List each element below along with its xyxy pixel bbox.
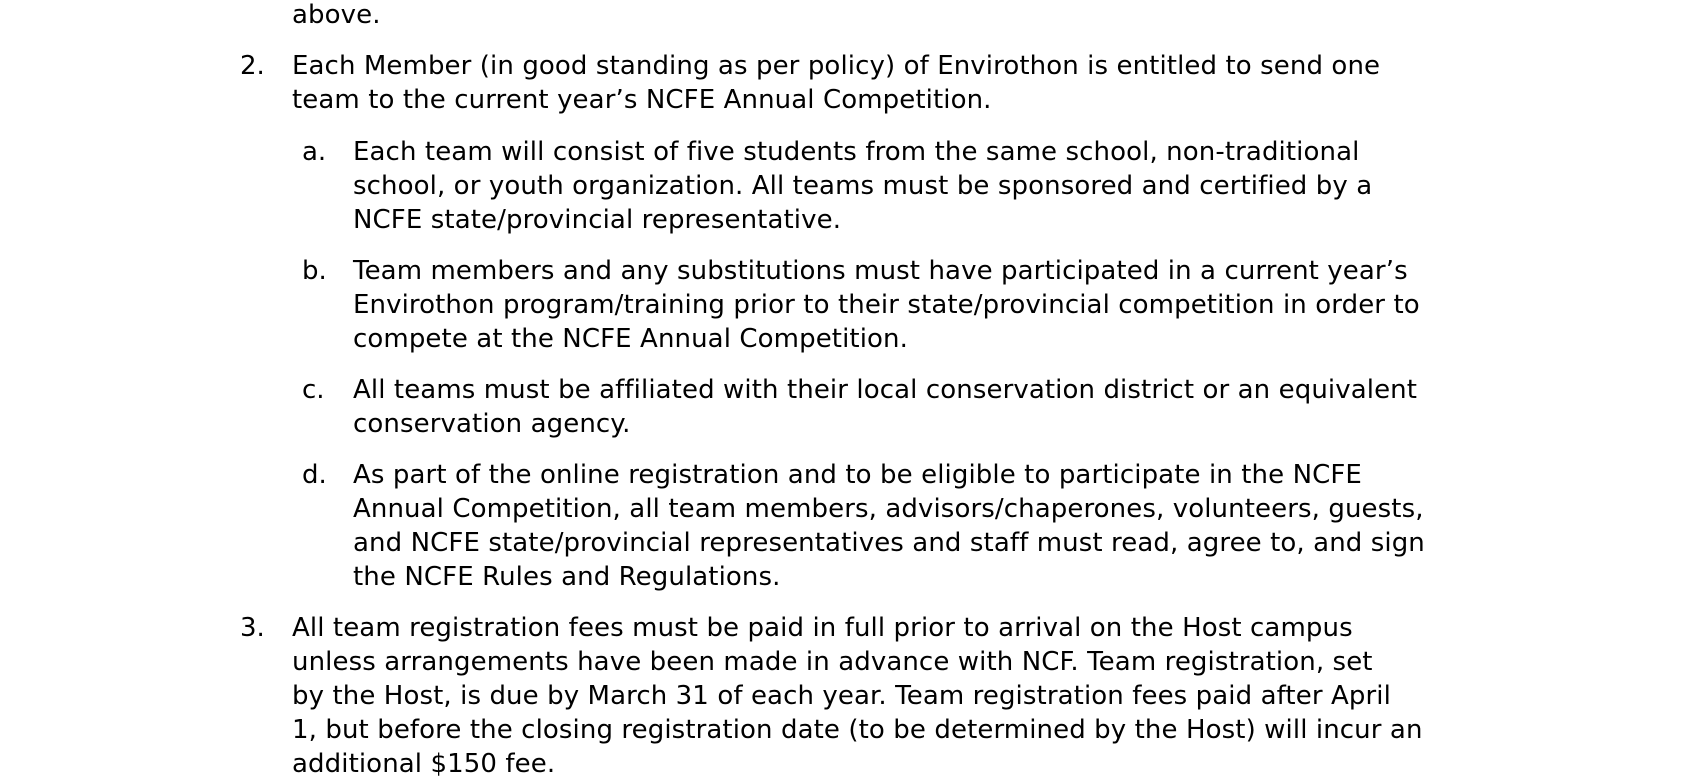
sub-item-c-line-1: All teams must be affiliated with their local conservation district or an equivalent	[353, 375, 1418, 405]
list-item-3-line-4: 1, but before the closing registration date (to be determined by the Host) will incur an	[292, 715, 1423, 745]
sub-item-b-marker: b.	[302, 256, 327, 286]
list-item-3-line-1: All team registration fees must be paid in full prior to arrival on the Host campus	[292, 613, 1353, 643]
sub-item-b-line-1: Team members and any substitutions must have participated in a current year’s	[353, 256, 1408, 286]
sub-item-d-line-2: Annual Competition, all team members, advisors/chaperones, volunteers, guests,	[353, 494, 1424, 524]
sub-item-b-line-3: compete at the NCFE Annual Competition.	[353, 324, 908, 354]
sub-item-d-line-3: and NCFE state/provincial representatives and staff must read, agree to, and sign	[353, 528, 1425, 558]
sub-item-a-marker: a.	[302, 137, 327, 167]
sub-item-d-marker: d.	[302, 460, 327, 490]
top-fragment-text: above.	[292, 0, 381, 30]
sub-item-a-line-3: NCFE state/provincial representative.	[353, 205, 842, 235]
list-item-3-marker: 3.	[240, 613, 265, 643]
sub-item-a-line-2: school, or youth organization. All teams must be sponsored and certified by a	[353, 171, 1373, 201]
sub-item-d-line-1: As part of the online registration and to be eligible to participate in the NCFE	[353, 460, 1362, 490]
list-item-2-line-1: Each Member (in good standing as per policy) of Envirothon is entitled to send one	[292, 51, 1381, 81]
list-item-2-line-2: team to the current year’s NCFE Annual Competition.	[292, 85, 992, 115]
list-item-3-line-3: by the Host, is due by March 31 of each year. Team registration fees paid after April	[292, 681, 1391, 711]
sub-item-a-line-1: Each team will consist of five students from the same school, non-traditional	[353, 137, 1360, 167]
list-item-2-marker: 2.	[240, 51, 265, 81]
sub-item-c-line-2: conservation agency.	[353, 409, 631, 439]
sub-item-d-line-4: the NCFE Rules and Regulations.	[353, 562, 781, 592]
sub-item-c-marker: c.	[302, 375, 325, 405]
list-item-3-line-5: additional $150 fee.	[292, 749, 556, 779]
list-item-3-line-2: unless arrangements have been made in advance with NCF. Team registration, set	[292, 647, 1373, 677]
sub-item-b-line-2: Envirothon program/training prior to their state/provincial competition in order to	[353, 290, 1420, 320]
